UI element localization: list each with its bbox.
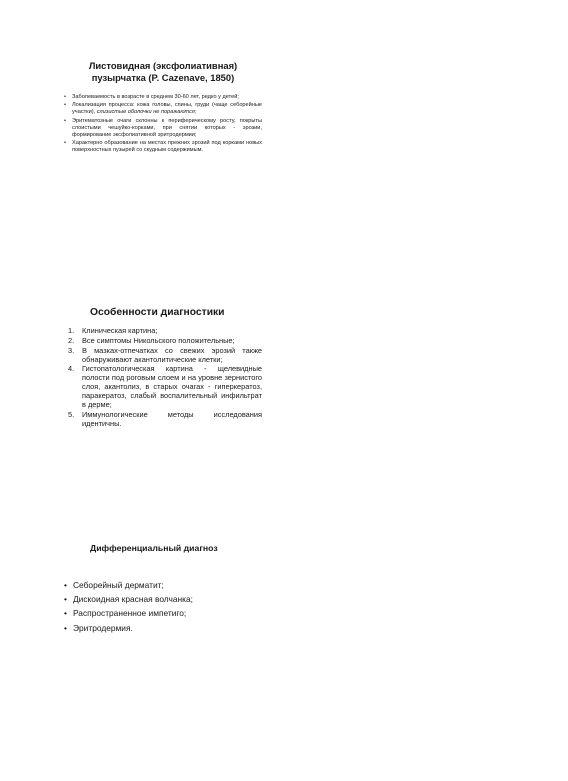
section3-list xyxy=(64,578,262,635)
list-item: 5. Иммунологические методы исследования идентичны. xyxy=(68,410,262,429)
section-foliaceous-pemphigus xyxy=(64,60,262,155)
section1-title-line2: пузырчатка (P. Cazenave, 1850) xyxy=(91,71,235,83)
list-item: • Себорейный дерматит; xyxy=(64,578,262,592)
section2-list xyxy=(64,326,262,428)
list-item: • Заболеваемость в возрасте в среднем 30-60 лет, редко у детей; xyxy=(64,94,262,101)
list-item: • Характерно образование на местах прежних эрозий под корками новых поверхностных пузырей со скудным содержимым. xyxy=(64,140,262,154)
list-item: 3. В мазках-отпечатках со свежих эрозий также обнаруживают акантолитические клетки; xyxy=(68,345,262,364)
list-item: • Распространенное импетиго; xyxy=(64,606,262,620)
section1-title xyxy=(64,60,262,83)
list-item: • Эритематозные очаги склонны к периферическому росту, покрыты слоистыми чешуйко-корками, при снятии которых - эрозии, формирование эксфолиативной эритродермии; xyxy=(64,118,262,139)
list-item: 1. Клиническая картина; xyxy=(68,326,158,335)
section-differential-diagnosis xyxy=(64,543,262,635)
section1-list xyxy=(64,94,262,154)
section3-title: Дифференциальный диагноз xyxy=(90,543,218,553)
list-item: • Дискоидная красная волчанка; xyxy=(64,592,262,606)
list-item: 4. Гистопатологическая картина - щелевидные полости под роговым слоем и на уровне зернистого слоя, акантолиз, в старых очагах - гиперкератоз, паракератоз, слабый воспалительный инфильтрат в дерме; xyxy=(68,364,262,410)
list-item: • Эритродермия. xyxy=(64,621,262,635)
section1-title-line1: Листовидная (эксфолиативная) xyxy=(88,60,238,71)
list-item: • Локализация процесса: кожа головы, спины, груди (чаще себорейные участки), слизистые оболочки не поражаются; xyxy=(64,102,262,116)
list-item-italic: слизистые оболочки не поражаются; xyxy=(96,109,197,116)
section2-title: Особенности диагностики xyxy=(90,307,225,318)
section-diagnostics xyxy=(64,306,262,429)
list-item: 2. Все симптомы Никольского положительные; xyxy=(68,335,235,345)
